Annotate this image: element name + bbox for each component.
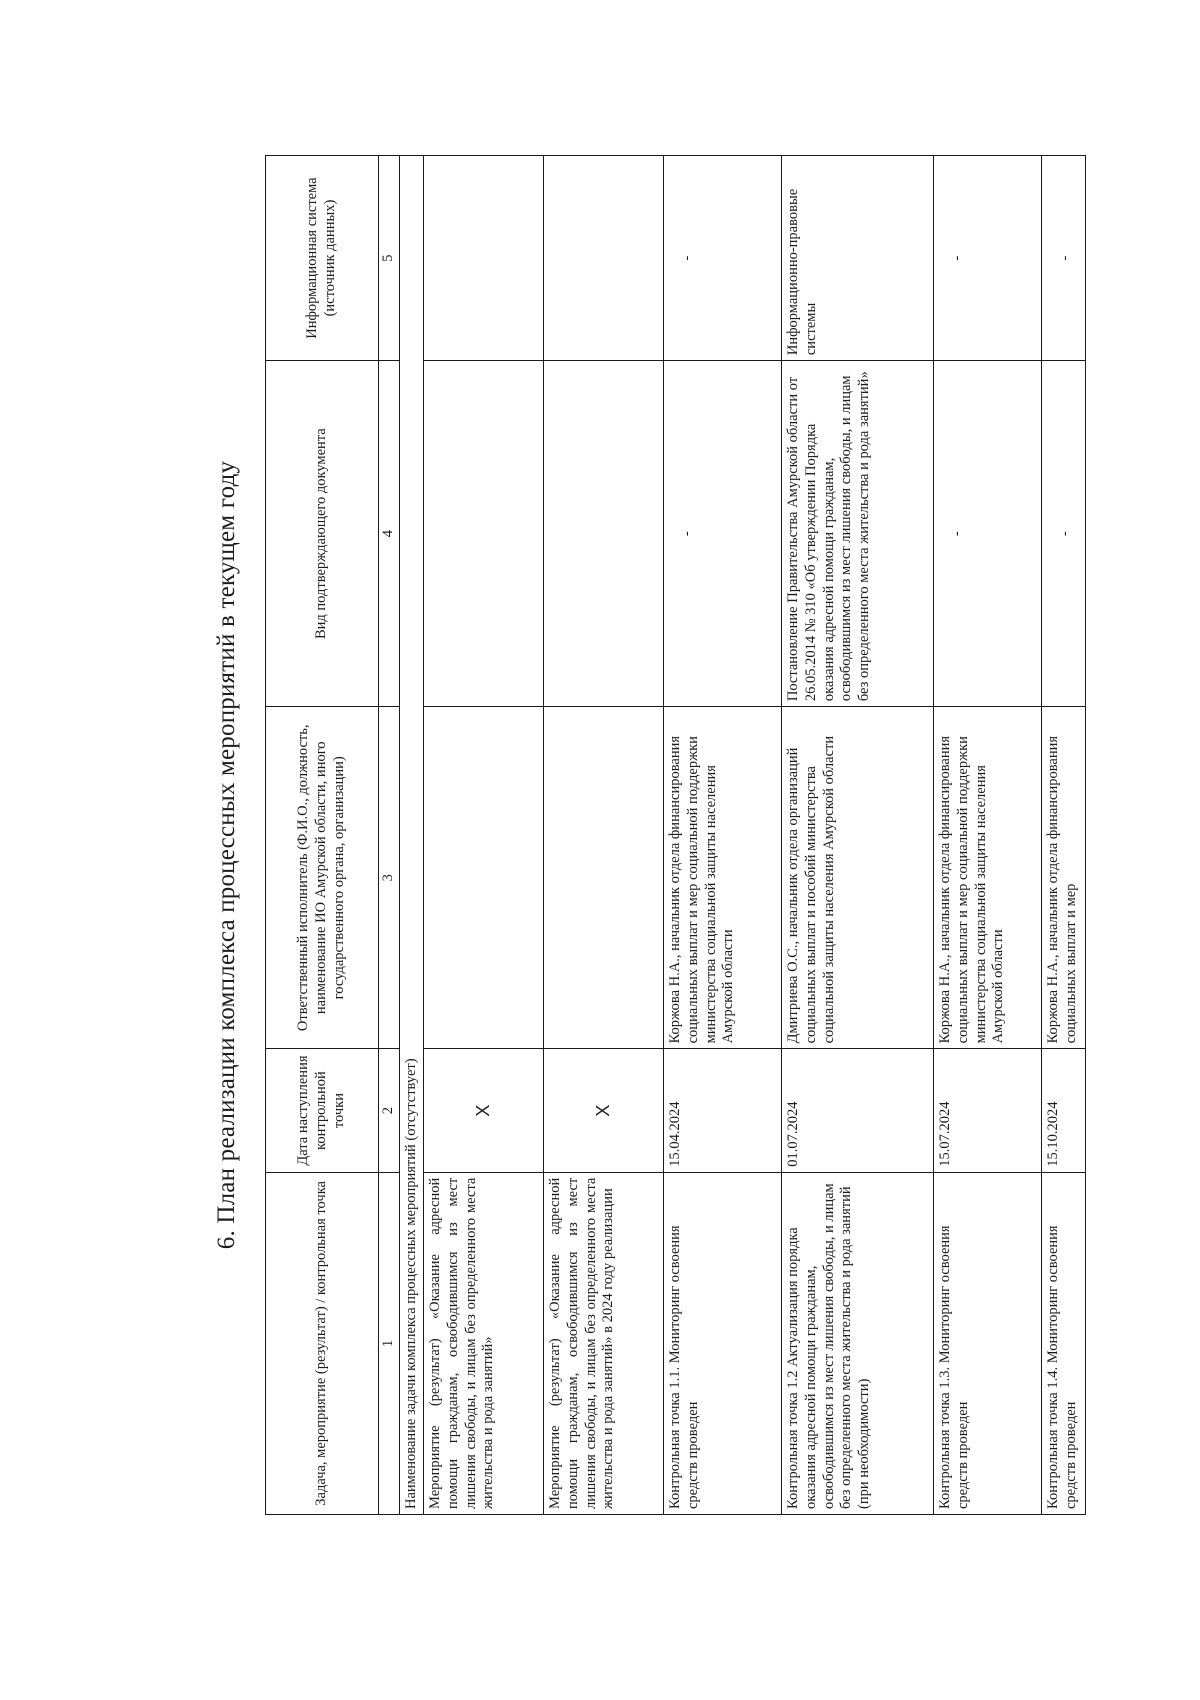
row-responsible: Коржова Н.А., начальник отдела финансирования социальных выплат и мер социальной поддержки министерства социальной защиты населения Амурской области (664, 707, 782, 1049)
row-document (544, 361, 664, 707)
row-date: 15.07.2024 (934, 1049, 1042, 1172)
row-info-system (544, 156, 664, 361)
table-row (664, 156, 782, 1515)
row-info-system: - (1057, 255, 1074, 261)
row-task: Контрольная точка 1.4. Мониторинг освоения средств проведен (1042, 1172, 1086, 1514)
table-row (1042, 156, 1086, 1515)
row-date: 15.10.2024 (1042, 1049, 1086, 1172)
document-title: 6. План реализации комплекса процессных мероприятий в текущем году (213, 460, 240, 1250)
row-responsible: Коржова Н.А., начальник отдела финансирования социальных выплат и мер (1042, 707, 1086, 1049)
header-number-4: 4 (379, 361, 400, 707)
row-task: Контрольная точка 1.1. Мониторинг освоения средств проведен (664, 1172, 782, 1514)
row-info-system: - (679, 255, 696, 261)
row-document: Постановление Правительства Амурской области от 26.05.2014 № 310 «Об утверждении Порядка оказания адресной помощи гражданам, освободившимся из мест лишения свободы, и лицам без определенного места жительства и рода занятий» (782, 361, 934, 707)
header-number-row (379, 156, 400, 1515)
header-number-3: 3 (379, 707, 400, 1049)
header-number-1: 1 (379, 1172, 400, 1514)
table-row (934, 156, 1042, 1515)
row-info-system: Информационно-правовые системы (782, 156, 934, 361)
row-date: Х (424, 1049, 544, 1172)
header-row (266, 156, 379, 1515)
row-info-system (424, 156, 544, 361)
row-responsible (424, 707, 544, 1049)
row-date: Х (544, 1049, 664, 1172)
header-document: Вид подтверждающего документа (266, 361, 379, 707)
row-responsible (544, 707, 664, 1049)
section-row (399, 156, 424, 1515)
plan-table (265, 155, 1086, 1515)
row-document: - (949, 531, 966, 537)
row-task: Мероприятие (результат) «Оказание адресной помощи гражданам, освободившимся из мест лишения свободы, и лицам без определенного места жительства и рода занятий» в 2024 году реализации (544, 1172, 664, 1514)
section-title: Наименование задачи комплекса процессных мероприятий (отсутствует) (399, 156, 424, 1515)
table-row (544, 156, 664, 1515)
table-row (782, 156, 934, 1515)
row-date: 15.04.2024 (664, 1049, 782, 1172)
header-task: Задача, мероприятие (результат) / контрольная точка (266, 1172, 379, 1514)
row-task: Мероприятие (результат) «Оказание адресной помощи гражданам, освободившимся из мест лишения свободы, и лицам без определенного места жительства и рода занятий» (424, 1172, 544, 1514)
rotated-page (205, 0, 1125, 1515)
header-responsible: Ответственный исполнитель (Ф.И.О., должность, наименование ИО Амурской области, иного государственного органа, организации) (266, 707, 379, 1049)
row-date: 01.07.2024 (782, 1049, 934, 1172)
row-document: - (679, 531, 696, 537)
table-row (424, 156, 544, 1515)
header-info-system: Информационная система (источник данных) (266, 156, 379, 361)
row-info-system: - (949, 255, 966, 261)
header-number-5: 5 (379, 156, 400, 361)
row-responsible: Дмитриева О.С., начальник отдела организаций социальных выплат и пособий министерства социальной защиты населения Амурской области (782, 707, 934, 1049)
row-task: Контрольная точка 1.3. Мониторинг освоения средств проведен (934, 1172, 1042, 1514)
row-document (424, 361, 544, 707)
header-number-2: 2 (379, 1049, 400, 1172)
row-document: - (1057, 531, 1074, 537)
row-responsible: Коржова Н.А., начальник отдела финансирования социальных выплат и мер социальной поддержки министерства социальной защиты населения Амурской области (934, 707, 1042, 1049)
header-date: Дата наступления контрольной точки (266, 1049, 379, 1172)
row-task: Контрольная точка 1.2 Актуализация порядка оказания адресной помощи гражданам, освободившимся из мест лишения свободы, и лицам без определенного места жительства и рода занятий (при необходимости) (782, 1172, 934, 1514)
